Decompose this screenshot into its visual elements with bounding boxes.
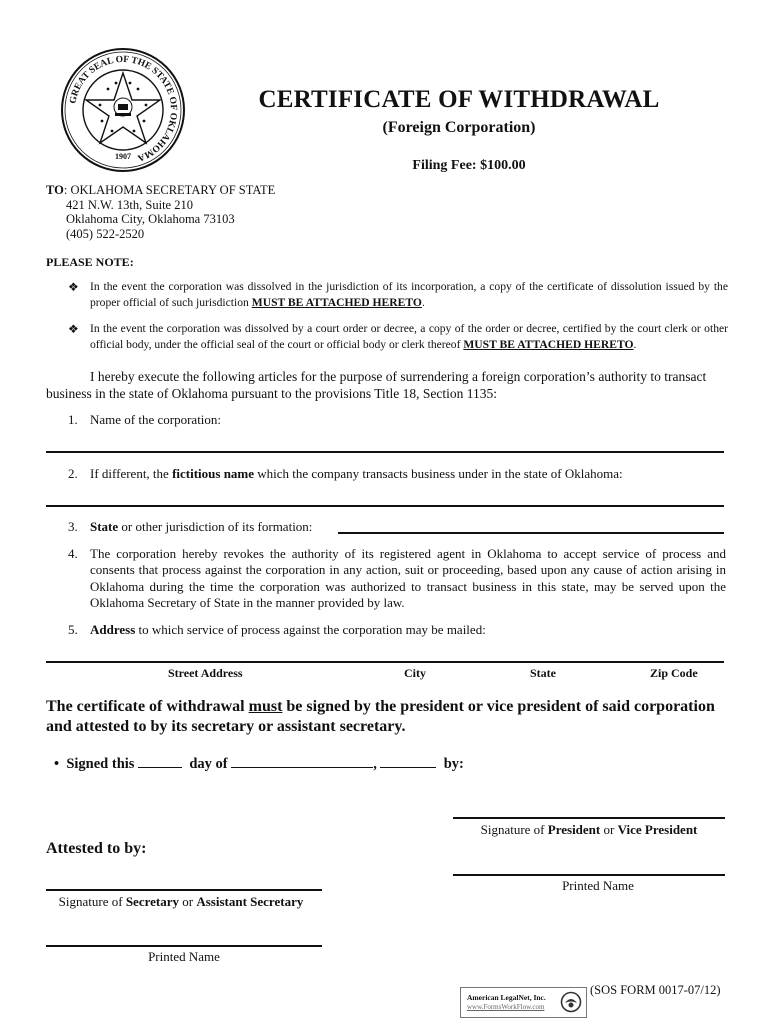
item-text: to which service of process against the corporation may be mailed: [135,622,486,637]
recipient-address [46,183,275,241]
logo-icon [560,991,582,1013]
diamond-bullet-icon: ❖ [68,280,79,294]
item-number: 3. [68,519,78,534]
item-number: 4. [68,546,78,561]
city-label: City [404,666,426,680]
label-bold: Vice President [617,822,698,837]
note-item [68,321,728,353]
signed-line [54,754,464,773]
note-item [68,279,728,311]
label-text: or [600,822,618,837]
item-service-address [68,622,726,638]
signed-this-label: Signed this [66,756,135,772]
item-number: 2. [68,466,78,481]
label-bold: President [547,822,601,837]
secretary-printed-name-field[interactable] [46,945,322,947]
page-title: CERTIFICATE OF WITHDRAWAL [258,86,660,113]
item-text: If different, the [90,466,173,481]
please-note-heading: PLEASE NOTE: [46,255,134,269]
jurisdiction-field[interactable] [338,532,724,534]
corporation-name-field[interactable] [46,451,724,453]
month-field[interactable] [231,754,373,768]
item-number: 5. [68,622,78,637]
item-text: Name of the corporation: [90,412,222,427]
intro-paragraph: I hereby execute the following articles for the purpose of surrendering a foreign corporation’s authority to transact business in the state of Oklahoma pursuant to the provisions Title 18, Section 1135: [46,369,707,401]
state-label: State [530,666,556,680]
label-text: Signature of [58,894,126,909]
to-label: TO [46,183,64,197]
form-number: (SOS FORM 0017-07/12) [590,983,721,997]
by-label: by: [443,756,464,772]
street-address-label: Street Address [168,666,243,680]
logo-text: American LegalNet, Inc. [467,993,546,1002]
president-signature-label [453,822,725,838]
service-address-field[interactable] [46,661,724,663]
day-of-label: day of [189,756,228,772]
notice-text: The certificate of withdrawal [46,698,249,715]
address-line-1: 421 N.W. 13th, Suite 210 [66,197,193,212]
bullet-icon: • [54,756,60,772]
item-text: or other jurisdiction of its formation: [118,519,313,534]
address-phone: (405) 522-2520 [66,226,145,241]
fictitious-name-field[interactable] [46,505,724,507]
note-end: . [421,296,425,309]
attested-heading: Attested to by: [46,840,147,857]
item-bold-text: Address [90,622,136,637]
page-subtitle: (Foreign Corporation) [382,119,536,136]
president-printed-name-label: Printed Name [562,878,634,893]
item-number: 1. [68,412,78,427]
address-line-2: Oklahoma City, Oklahoma 73103 [66,212,235,227]
secretary-signature-label [46,894,316,910]
note-emphasis: MUST BE ATTACHED HERETO [251,296,422,309]
label-text: or [179,894,197,909]
note-end: . [633,338,637,351]
zip-code-label: Zip Code [650,666,698,680]
year-field[interactable] [380,754,436,768]
signature-requirement-notice [46,697,736,736]
day-field[interactable] [138,754,182,768]
diamond-bullet-icon: ❖ [68,322,79,336]
notice-text: be signed by the president or vice president of said corporation and attested to by its secretary or assistant secretary. [46,698,715,735]
item-fictitious-name [68,466,726,482]
item-revocation [68,546,726,612]
president-printed-name-field[interactable] [453,874,725,876]
note-emphasis: MUST BE ATTACHED HERETO [463,338,634,351]
comma: , [373,756,377,772]
item-text: The corporation hereby revokes the authority of its registered agent in Oklahoma to accept service of process and consents that process against the corporation in any action, suit or proceeding, based upon any cause of action arising in Oklahoma during the time the corporation was authorized to transact business in this state, may be served upon the Oklahoma Secretary of State in the manner provided by law. [90,546,726,611]
note-text: In the event the corporation was dissolved in the jurisdiction of its incorporation, a copy of the certificate of dissolution issued by the proper official of such jurisdiction [90,280,728,309]
recipient-name: : OKLAHOMA SECRETARY OF STATE [63,183,276,197]
president-signature-field[interactable] [453,817,725,819]
logo-url[interactable]: www.FormsWorkFlow.com [467,1003,545,1011]
item-corporation-name [68,412,726,428]
seal-year: 1907 [115,152,131,161]
item-bold-text: State [90,519,119,534]
label-bold: Secretary [125,894,179,909]
note-text: In the event the corporation was dissolved by a court order or decree, a copy of the order or decree, certified by the court clerk or other official body, under the official seal of the court or official body or clerk thereof [90,322,728,351]
item-text: which the company transacts business under in the state of Oklahoma: [254,466,623,481]
notice-emphasis: must [248,698,283,715]
label-text: Signature of [480,822,548,837]
legalnet-logo [460,987,587,1018]
seal-ring-text: GREAT SEAL OF THE STATE OF OKLAHOMA [68,54,179,163]
item-bold-text: fictitious name [172,466,255,481]
label-bold: Assistant Secretary [196,894,304,909]
secretary-printed-name-label: Printed Name [148,949,220,964]
secretary-signature-field[interactable] [46,889,322,891]
filing-fee: Filing Fee: $100.00 [412,158,526,173]
